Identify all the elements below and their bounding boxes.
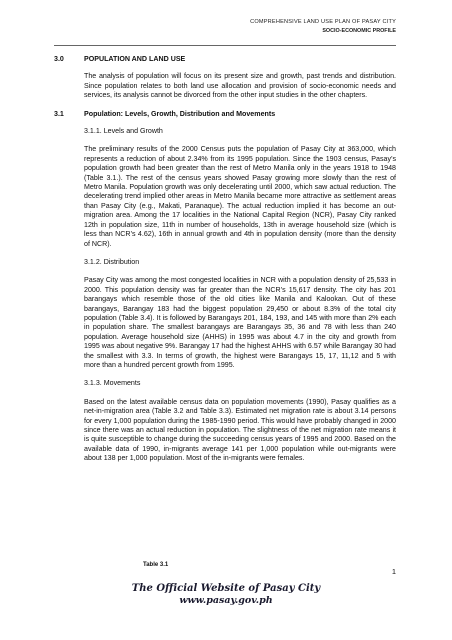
- body-content: [54, 55, 396, 473]
- subsection-title-movements: 3.1.3. Movements: [84, 379, 141, 388]
- movements-paragraph: Based on the latest available census data on population movements (1990), Pasay qualifies as a net-in-migration area (Table 3.2 and Table 3.3). Estimated net migration rate is about 3.14 persons for every 1,000 population during the 1985-1990 period. This would have probably changed in 2000 since there was an actual reduction in population. The slightness of the net migration rate means it is quite susceptible to change during the succeeding census years of 1995 and 2000. Based on the available data of 1990, in-migrants average 141 per 1,000 population while out-migrants were about 138 per 1,000 population. Most of the in-migrants were females.: [84, 397, 396, 463]
- subsection-title-levels-growth: 3.1.1. Levels and Growth: [84, 127, 163, 136]
- section-title: Population: Levels, Growth, Distribution and Movements: [84, 109, 276, 118]
- distribution-paragraph: Pasay City was among the most congested localities in NCR with a population density of 25,533 in 2000. This population density was far greater than the NCR’s 15,617 density. The city has 201 barangays which resemble those of the old cities like Manila and Kalookan. Out of these barangays, Barangay 183 had the biggest population 29,450 or about 8.3% of the total city population (Table 3.4). It is followed by Barangays 201, 184, 193, and 145 with more than 2% each in population share. The smallest barangays are Barangays 35, 36 and 78 with less than 240 population. Average household size (AHHS) in 1995 was about 4.7 in the city and growth from 1995 was about negative 9%. Barangay 17 had the highest AHHS with 6.57 while Barangay 30 had the smallest with 3.3. In terms of growth, the highest were Barangays 15, 17, 11,12 and 5 with more than a hundred percent growth from 1995.: [84, 276, 396, 369]
- section-heading-3-0: [54, 55, 396, 64]
- page-number: 1: [391, 567, 396, 576]
- footer-site-name: The Official Website of Pasay City: [131, 583, 321, 594]
- table-caption: Table 3.1: [143, 562, 169, 568]
- section-heading-3-1: [54, 110, 396, 119]
- levels-growth-paragraph: The preliminary results of the 2000 Census puts the population of Pasay City at 363,000, which represents a reduction of about 2.34% from its 1995 population. Since the 1903 census, Pasay’s population growth had been greater than the rest of Metro Manila only in the years 1918 to 1948 (Table 3.1.). The rest of the census years showed Pasay growing more slowly than the rest of Metro Manila. Population growth was only decelerating until 2000, which saw actual reduction. The decelerating trend implied other areas in Metro Manila became more attractive as settlement areas than Pasay City (e.g., Makati, Paranaque). The actual reduction implied it has become an out-migration area. Among the 17 localities in the National Capital Region (NCR), Pasay City ranked 12th in population size, 11th in number of households, 13th in average household size (which is less than NCR’s 4.62), 16th in annual growth and 4th in population density (more than the density of NCR).: [84, 145, 396, 248]
- section-number: 3.0: [54, 55, 64, 63]
- header-divider: [54, 45, 396, 46]
- header-plan-title: COMPREHENSIVE LAND USE PLAN OF PASAY CITY: [250, 19, 396, 25]
- subsection-title-distribution: 3.1.2. Distribution: [84, 257, 140, 266]
- running-header: [250, 18, 396, 36]
- footer-url: www.pasay.gov.ph: [179, 595, 273, 606]
- footer: [0, 582, 452, 607]
- intro-paragraph: The analysis of population will focus on its present size and growth, past trends and distribution. Since population relates to both land use allocation and provision of socio-economic needs and services, its analysis cannot be divorced from the other input studies in the other chapters.: [84, 72, 396, 100]
- section-title: POPULATION AND LAND USE: [84, 55, 186, 63]
- section-number: 3.1: [54, 109, 64, 118]
- header-section-title: SOCIO-ECONOMIC PROFILE: [322, 28, 396, 34]
